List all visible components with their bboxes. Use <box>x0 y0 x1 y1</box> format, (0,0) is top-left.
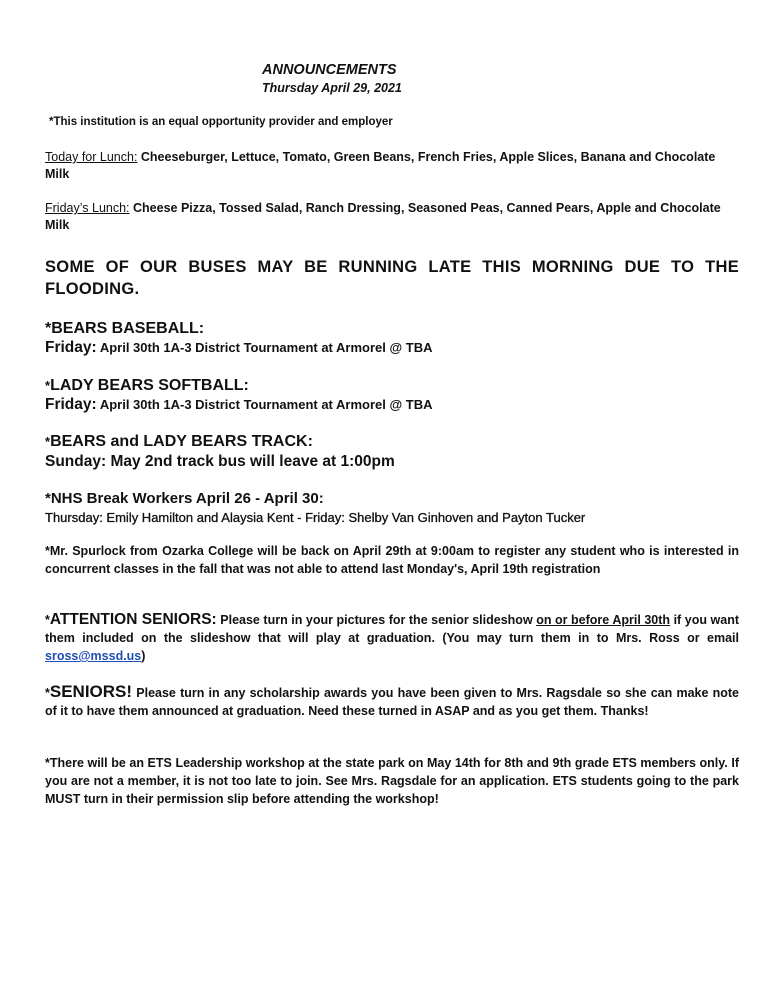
buses-notice: SOME OF OUR BUSES MAY BE RUNNING LATE THIS MORNING DUE TO THE FLOODING. <box>45 258 739 298</box>
lunch-friday <box>45 200 739 234</box>
lunch-today <box>45 149 739 183</box>
track-star: * <box>45 434 51 449</box>
seniors-text: Please turn in any scholarship awards you have been given to Mrs. Ragsdale so she can make note of it to have them announced at graduation. Need these turned in ASAP and as you get them. Thanks! <box>45 686 739 718</box>
softball-detail: April 30th 1A-3 District Tournament at Armorel @ TBA <box>96 397 433 412</box>
equal-opportunity-statement: *This institution is an equal opportunity provider and employer <box>49 116 393 128</box>
track-section <box>45 432 739 472</box>
baseball-section <box>45 319 739 357</box>
lunch-today-menu: Cheeseburger, Lettuce, Tomato, Green Beans, French Fries, Apple Slices, Banana and Chocolate Milk <box>45 150 716 181</box>
email-link[interactable]: sross@mssd.us <box>45 649 142 663</box>
attention-seniors-text1: Please turn in your pictures for the senior slideshow <box>216 613 537 627</box>
softball-day: Friday: <box>45 396 97 413</box>
attention-seniors-deadline: on or before April 30th <box>536 613 671 627</box>
seniors-notice <box>45 683 739 720</box>
seniors-star: * <box>45 686 50 700</box>
nhs-section <box>45 489 739 527</box>
nhs-heading: *NHS Break Workers April 26 - April 30: <box>45 490 324 507</box>
softball-star: * <box>45 378 51 393</box>
nhs-line: Thursday: Emily Hamilton and Alaysia Kent - Friday: Shelby Van Ginhoven and Payton Tucker <box>45 510 586 525</box>
lunch-today-label: Today for Lunch: <box>45 150 138 164</box>
softball-heading: LADY BEARS SOFTBALL: <box>50 377 249 394</box>
track-heading: BEARS and LADY BEARS TRACK: <box>50 433 313 450</box>
lunch-friday-menu: Cheese Pizza, Tossed Salad, Ranch Dressing, Seasoned Peas, Canned Pears, Apple and Chocolate Milk <box>45 201 721 232</box>
attention-seniors-text2: if you want them included on the slideshow that will play at graduation. (You may turn them in to Mrs. Ross or email <box>45 613 739 645</box>
baseball-detail: April 30th 1A-3 District Tournament at Armorel @ TBA <box>96 340 433 355</box>
ets-notice: *There will be an ETS Leadership workshop at the state park on May 14th for 8th and 9th grade ETS members only. If you are not a member, it is not too late to join. See Mrs. Ragsdale for an application. ETS students going to the park MUST turn in their permission slip before attending the workshop! <box>45 756 739 806</box>
attention-seniors-text3: ) <box>141 649 146 663</box>
softball-section <box>45 376 739 414</box>
lunch-friday-label: Friday’s Lunch: <box>45 201 130 215</box>
page-title: ANNOUNCEMENTS <box>262 62 397 78</box>
attention-seniors-notice <box>45 611 739 665</box>
baseball-heading: *BEARS BASEBALL: <box>45 320 205 337</box>
spurlock-notice: *Mr. Spurlock from Ozarka College will be back on April 29th at 9:00am to register any student who is interested in concurrent classes in the fall that was not able to attend last Monday's, April 19th registration <box>45 544 739 576</box>
attention-seniors-star: * <box>45 613 50 627</box>
page-date: Thursday April 29, 2021 <box>262 81 402 95</box>
track-line: Sunday: May 2nd track bus will leave at 1:00pm <box>45 453 395 470</box>
seniors-lead: SENIORS! <box>49 682 133 701</box>
attention-seniors-lead: ATTENTION SENIORS: <box>49 611 217 628</box>
baseball-day: Friday: <box>45 339 97 356</box>
